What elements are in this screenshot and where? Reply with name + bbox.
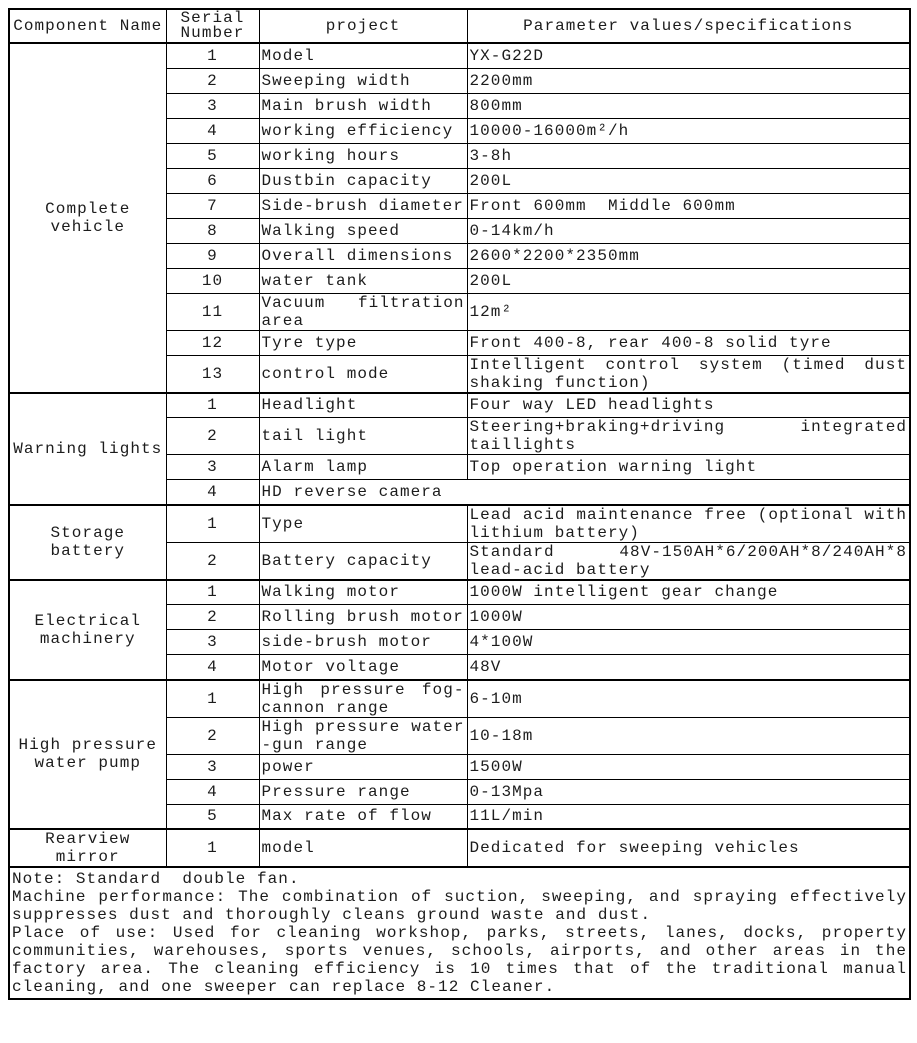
serial-number-cell: 4 [166, 118, 259, 143]
table-row [9, 829, 910, 867]
serial-number-cell: 6 [166, 168, 259, 193]
notes-section [9, 867, 910, 999]
serial-number-cell: 2 [166, 605, 259, 630]
component-name-cell: Complete vehicle [9, 43, 166, 393]
project-cell: Alarm lamp [259, 455, 467, 480]
serial-number-cell: 2 [166, 68, 259, 93]
project-cell: HD reverse camera [259, 480, 910, 505]
project-cell: power [259, 754, 467, 779]
component-name-cell: Warning lights [9, 393, 166, 505]
note-machine-performance: Machine performance: The combination of suction, sweeping, and spraying effectively suppresses dust and thoroughly cleans ground waste and dust. [12, 888, 907, 924]
serial-number-cell: 1 [166, 829, 259, 867]
component-name-cell: Electrical machinery [9, 580, 166, 680]
parameter-value-cell: Intelligent control system (timed dust shaking function) [467, 355, 910, 393]
parameter-value-cell: 1000W intelligent gear change [467, 580, 910, 605]
parameter-value-cell: 11L/min [467, 804, 910, 829]
serial-number-cell: 8 [166, 218, 259, 243]
project-cell: Walking motor [259, 580, 467, 605]
spec-sheet [8, 8, 909, 1000]
component-name-cell: Rearview mirror [9, 829, 166, 867]
parameter-value-cell: 800mm [467, 93, 910, 118]
project-cell: Sweeping width [259, 68, 467, 93]
component-name-cell: Storage battery [9, 505, 166, 580]
parameter-value-cell: 0-13Mpa [467, 779, 910, 804]
project-cell: tail light [259, 418, 467, 455]
note-place-of-use: Place of use: Used for cleaning workshop, parks, streets, lanes, docks, property communities, warehouses, sports venues, schools, airports, and other areas in the factory area. The cleaning efficiency is 10 times that of the traditional manual cleaning, and one sweeper can replace 8-12 Cleaner. [12, 924, 907, 996]
project-cell: Max rate of flow [259, 804, 467, 829]
project-cell: Type [259, 505, 467, 543]
parameter-value-cell: 1000W [467, 605, 910, 630]
serial-number-cell: 4 [166, 480, 259, 505]
project-cell: Pressure range [259, 779, 467, 804]
parameter-value-cell: 200L [467, 168, 910, 193]
parameter-value-cell: 10000-16000m²/h [467, 118, 910, 143]
table-row [9, 393, 910, 418]
spec-table [8, 8, 911, 1000]
parameter-value-cell: 1500W [467, 754, 910, 779]
serial-number-cell: 1 [166, 580, 259, 605]
parameter-value-cell: Top operation warning light [467, 455, 910, 480]
header-parameter-values: Parameter values/specifications [467, 9, 910, 43]
serial-number-cell: 1 [166, 505, 259, 543]
project-cell: Rolling brush motor [259, 605, 467, 630]
table-row [9, 680, 910, 718]
project-cell: Overall dimensions [259, 243, 467, 268]
header-row [9, 9, 910, 43]
header-serial-number: Serial Number [166, 9, 259, 43]
table-row [9, 505, 910, 543]
serial-number-cell: 4 [166, 655, 259, 680]
serial-number-cell: 12 [166, 330, 259, 355]
serial-number-cell: 5 [166, 804, 259, 829]
component-name-cell: High pressure water pump [9, 680, 166, 830]
parameter-value-cell: 0-14km/h [467, 218, 910, 243]
parameter-value-cell: Steering+braking+driving integrated taillights [467, 418, 910, 455]
serial-number-cell: 1 [166, 680, 259, 718]
parameter-value-cell: Lead acid maintenance free (optional with lithium battery) [467, 505, 910, 543]
serial-number-cell: 3 [166, 93, 259, 118]
parameter-value-cell: 3-8h [467, 143, 910, 168]
project-cell: side-brush motor [259, 630, 467, 655]
project-cell: model [259, 829, 467, 867]
serial-number-cell: 2 [166, 418, 259, 455]
note-standard-fan: Note: Standard double fan. [12, 870, 300, 888]
project-cell: Battery capacity [259, 542, 467, 580]
notes-row [9, 867, 910, 999]
serial-number-cell: 2 [166, 717, 259, 754]
parameter-value-cell: 2200mm [467, 68, 910, 93]
serial-number-cell: 9 [166, 243, 259, 268]
project-cell: Main brush width [259, 93, 467, 118]
serial-number-cell: 13 [166, 355, 259, 393]
parameter-value-cell: Four way LED headlights [467, 393, 910, 418]
project-cell: working efficiency [259, 118, 467, 143]
project-cell: Vacuum filtration area [259, 293, 467, 330]
serial-number-cell: 3 [166, 754, 259, 779]
parameter-value-cell: Standard 48V-150AH*6/200AH*8/240AH*8 lead-acid battery [467, 542, 910, 580]
parameter-value-cell: YX-G22D [467, 43, 910, 68]
project-cell: water tank [259, 268, 467, 293]
project-cell: Walking speed [259, 218, 467, 243]
spec-table-body [9, 43, 910, 867]
parameter-value-cell: Front 600mm Middle 600mm [467, 193, 910, 218]
serial-number-cell: 11 [166, 293, 259, 330]
parameter-value-cell: 2600*2200*2350mm [467, 243, 910, 268]
project-cell: Dustbin capacity [259, 168, 467, 193]
parameter-value-cell: Front 400-8, rear 400-8 solid tyre [467, 330, 910, 355]
project-cell: Side-brush diameter [259, 193, 467, 218]
project-cell: control mode [259, 355, 467, 393]
parameter-value-cell: 48V [467, 655, 910, 680]
header-project: project [259, 9, 467, 43]
serial-number-cell: 2 [166, 542, 259, 580]
project-cell: working hours [259, 143, 467, 168]
serial-number-cell: 5 [166, 143, 259, 168]
parameter-value-cell: 4*100W [467, 630, 910, 655]
parameter-value-cell: 6-10m [467, 680, 910, 718]
serial-number-cell: 3 [166, 455, 259, 480]
parameter-value-cell: 10-18m [467, 717, 910, 754]
parameter-value-cell: Dedicated for sweeping vehicles [467, 829, 910, 867]
project-cell: Tyre type [259, 330, 467, 355]
serial-number-cell: 3 [166, 630, 259, 655]
serial-number-cell: 7 [166, 193, 259, 218]
project-cell: Model [259, 43, 467, 68]
project-cell: Headlight [259, 393, 467, 418]
project-cell: High pressure fog-cannon range [259, 680, 467, 718]
serial-number-cell: 1 [166, 43, 259, 68]
parameter-value-cell: 200L [467, 268, 910, 293]
table-row [9, 43, 910, 68]
table-row [9, 580, 910, 605]
project-cell: Motor voltage [259, 655, 467, 680]
parameter-value-cell: 12m² [467, 293, 910, 330]
project-cell: High pressure water -gun range [259, 717, 467, 754]
serial-number-cell: 4 [166, 779, 259, 804]
header-component-name: Component Name [9, 9, 166, 43]
serial-number-cell: 10 [166, 268, 259, 293]
serial-number-cell: 1 [166, 393, 259, 418]
